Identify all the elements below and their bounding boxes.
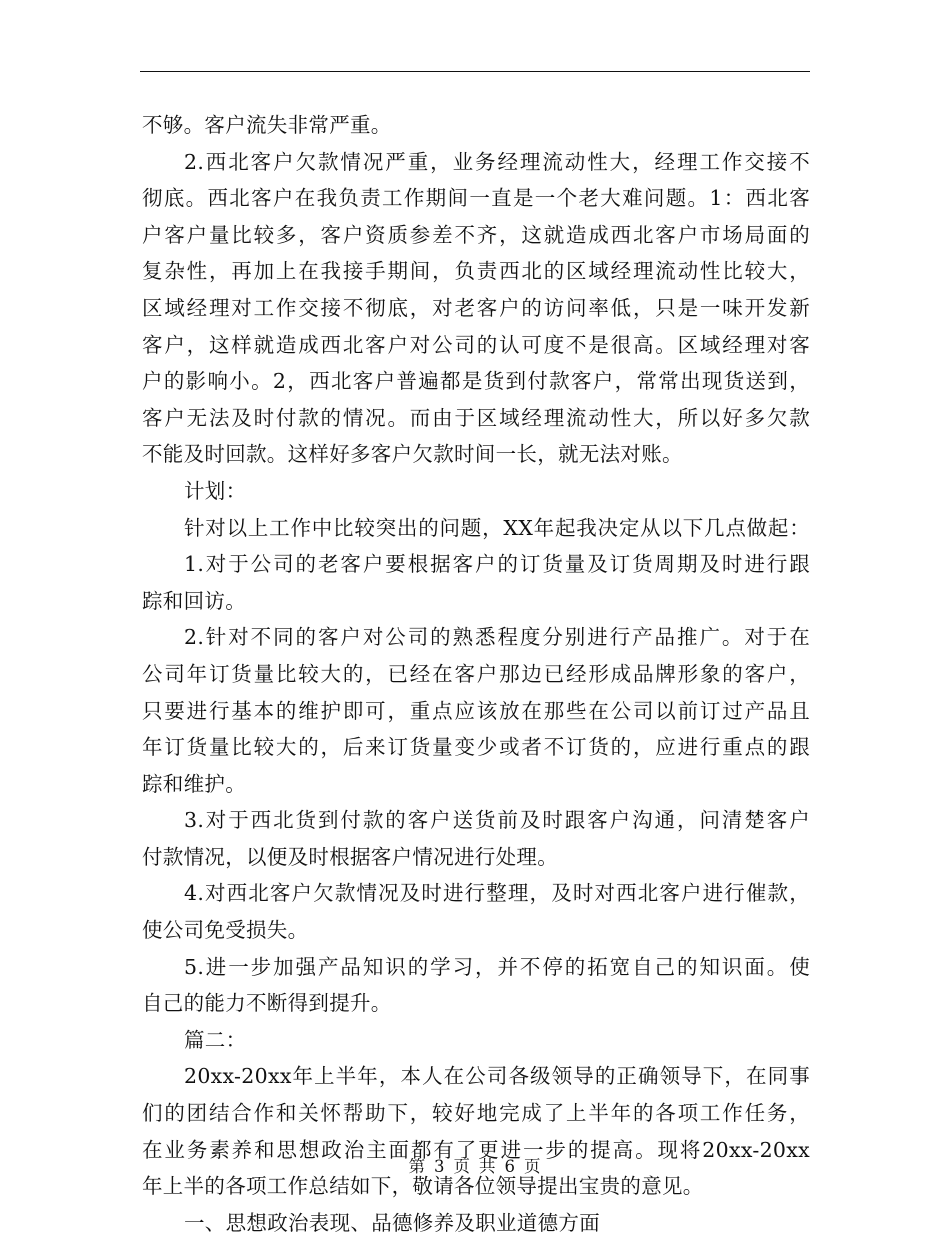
text-line: 针对以上工作中比较突出的问题，XX年起我决定从以下几点做起： [184,515,810,540]
text-line: 彻底。西北客户在我负责工作期间一直是一个老大难问题。1：西北客 [142,186,810,211]
text-line: 2.西北客户欠款情况严重，业务经理流动性大，经理工作交接不 [184,149,810,174]
footer-total-pages: 6 [504,1157,516,1176]
text-line: 计划： [184,478,247,503]
footer-total-label: 共 [479,1157,497,1176]
footer-page-label: 页 [453,1157,471,1176]
document-body [142,107,810,1241]
header-rule [140,71,810,72]
page-footer [0,1153,950,1177]
text-line: 户客户量比较多，客户资质参差不齐，这就造成西北客户市场局面的 [142,222,810,247]
text-line: 不够。客户流失非常严重。 [142,113,392,137]
text-line: 3.对于西北货到付款的客户送货前及时跟客户沟通，问清楚客户 [184,808,810,833]
footer-prefix: 第 [408,1157,426,1176]
text-line: 1.对于公司的老客户要根据客户的订货量及订货周期及时进行跟 [184,552,810,577]
text-line: 们的团结合作和关怀帮助下，较好地完成了上半年的各项工作任务， [142,1101,810,1126]
text-line: 公司年订货量比较大的，已经在客户那边已经形成品牌形象的客户， [142,661,810,686]
text-line: 使公司免受损失。 [142,918,309,943]
text-line: 篇二： [184,1027,247,1052]
text-line: 客户，这样就造成西北客户对公司的认可度不是很高。区域经理对客 [142,332,810,357]
text-line: 20xx-20xx年上半年，本人在公司各级领导的正确领导下，在同事 [184,1064,810,1089]
footer-suffix: 页 [524,1157,542,1176]
text-line: 不能及时回款。这样好多客户欠款时间一长，就无法对账。 [142,442,683,467]
text-line: 5.进一步加强产品知识的学习，并不停的拓宽自己的知识面。使 [184,954,810,979]
text-line: 只要进行基本的维护即可，重点应该放在那些在公司以前订过产品且 [142,698,810,723]
footer-current-page: 3 [434,1157,446,1176]
text-line: 4.对西北客户欠款情况及时进行整理，及时对西北客户进行催款， [184,881,810,906]
text-line: 户的影响小。2，西北客户普遍都是货到付款客户，常常出现货送到， [142,369,810,394]
text-line: 客户无法及时付款的情况。而由于区域经理流动性大，所以好多欠款 [142,405,810,430]
text-line: 一、思想政治表现、品德修养及职业道德方面 [184,1210,600,1235]
text-line: 复杂性，再加上在我接手期间，负责西北的区域经理流动性比较大， [142,259,810,284]
text-line: 自己的能力不断得到提升。 [142,991,392,1016]
text-line: 年订货量比较大的，后来订货量变少或者不订货的，应进行重点的跟 [142,735,810,760]
text-line: 付款情况，以便及时根据客户情况进行处理。 [142,844,558,869]
text-line: 在业务素养和思想政治主面都有了更进一步的提高。现将20xx-20xx [142,1137,810,1162]
text-line: 踪和回访。 [142,588,246,613]
text-line: 区域经理对工作交接不彻底，对老客户的访问率低，只是一味开发新 [142,295,810,320]
text-line: 2.针对不同的客户对公司的熟悉程度分别进行产品推广。对于在 [184,625,810,650]
text-line: 踪和维护。 [142,771,246,796]
text-line: 年上半的各项工作总结如下，敬请各位领导提出宝贵的意见。 [142,1174,704,1199]
